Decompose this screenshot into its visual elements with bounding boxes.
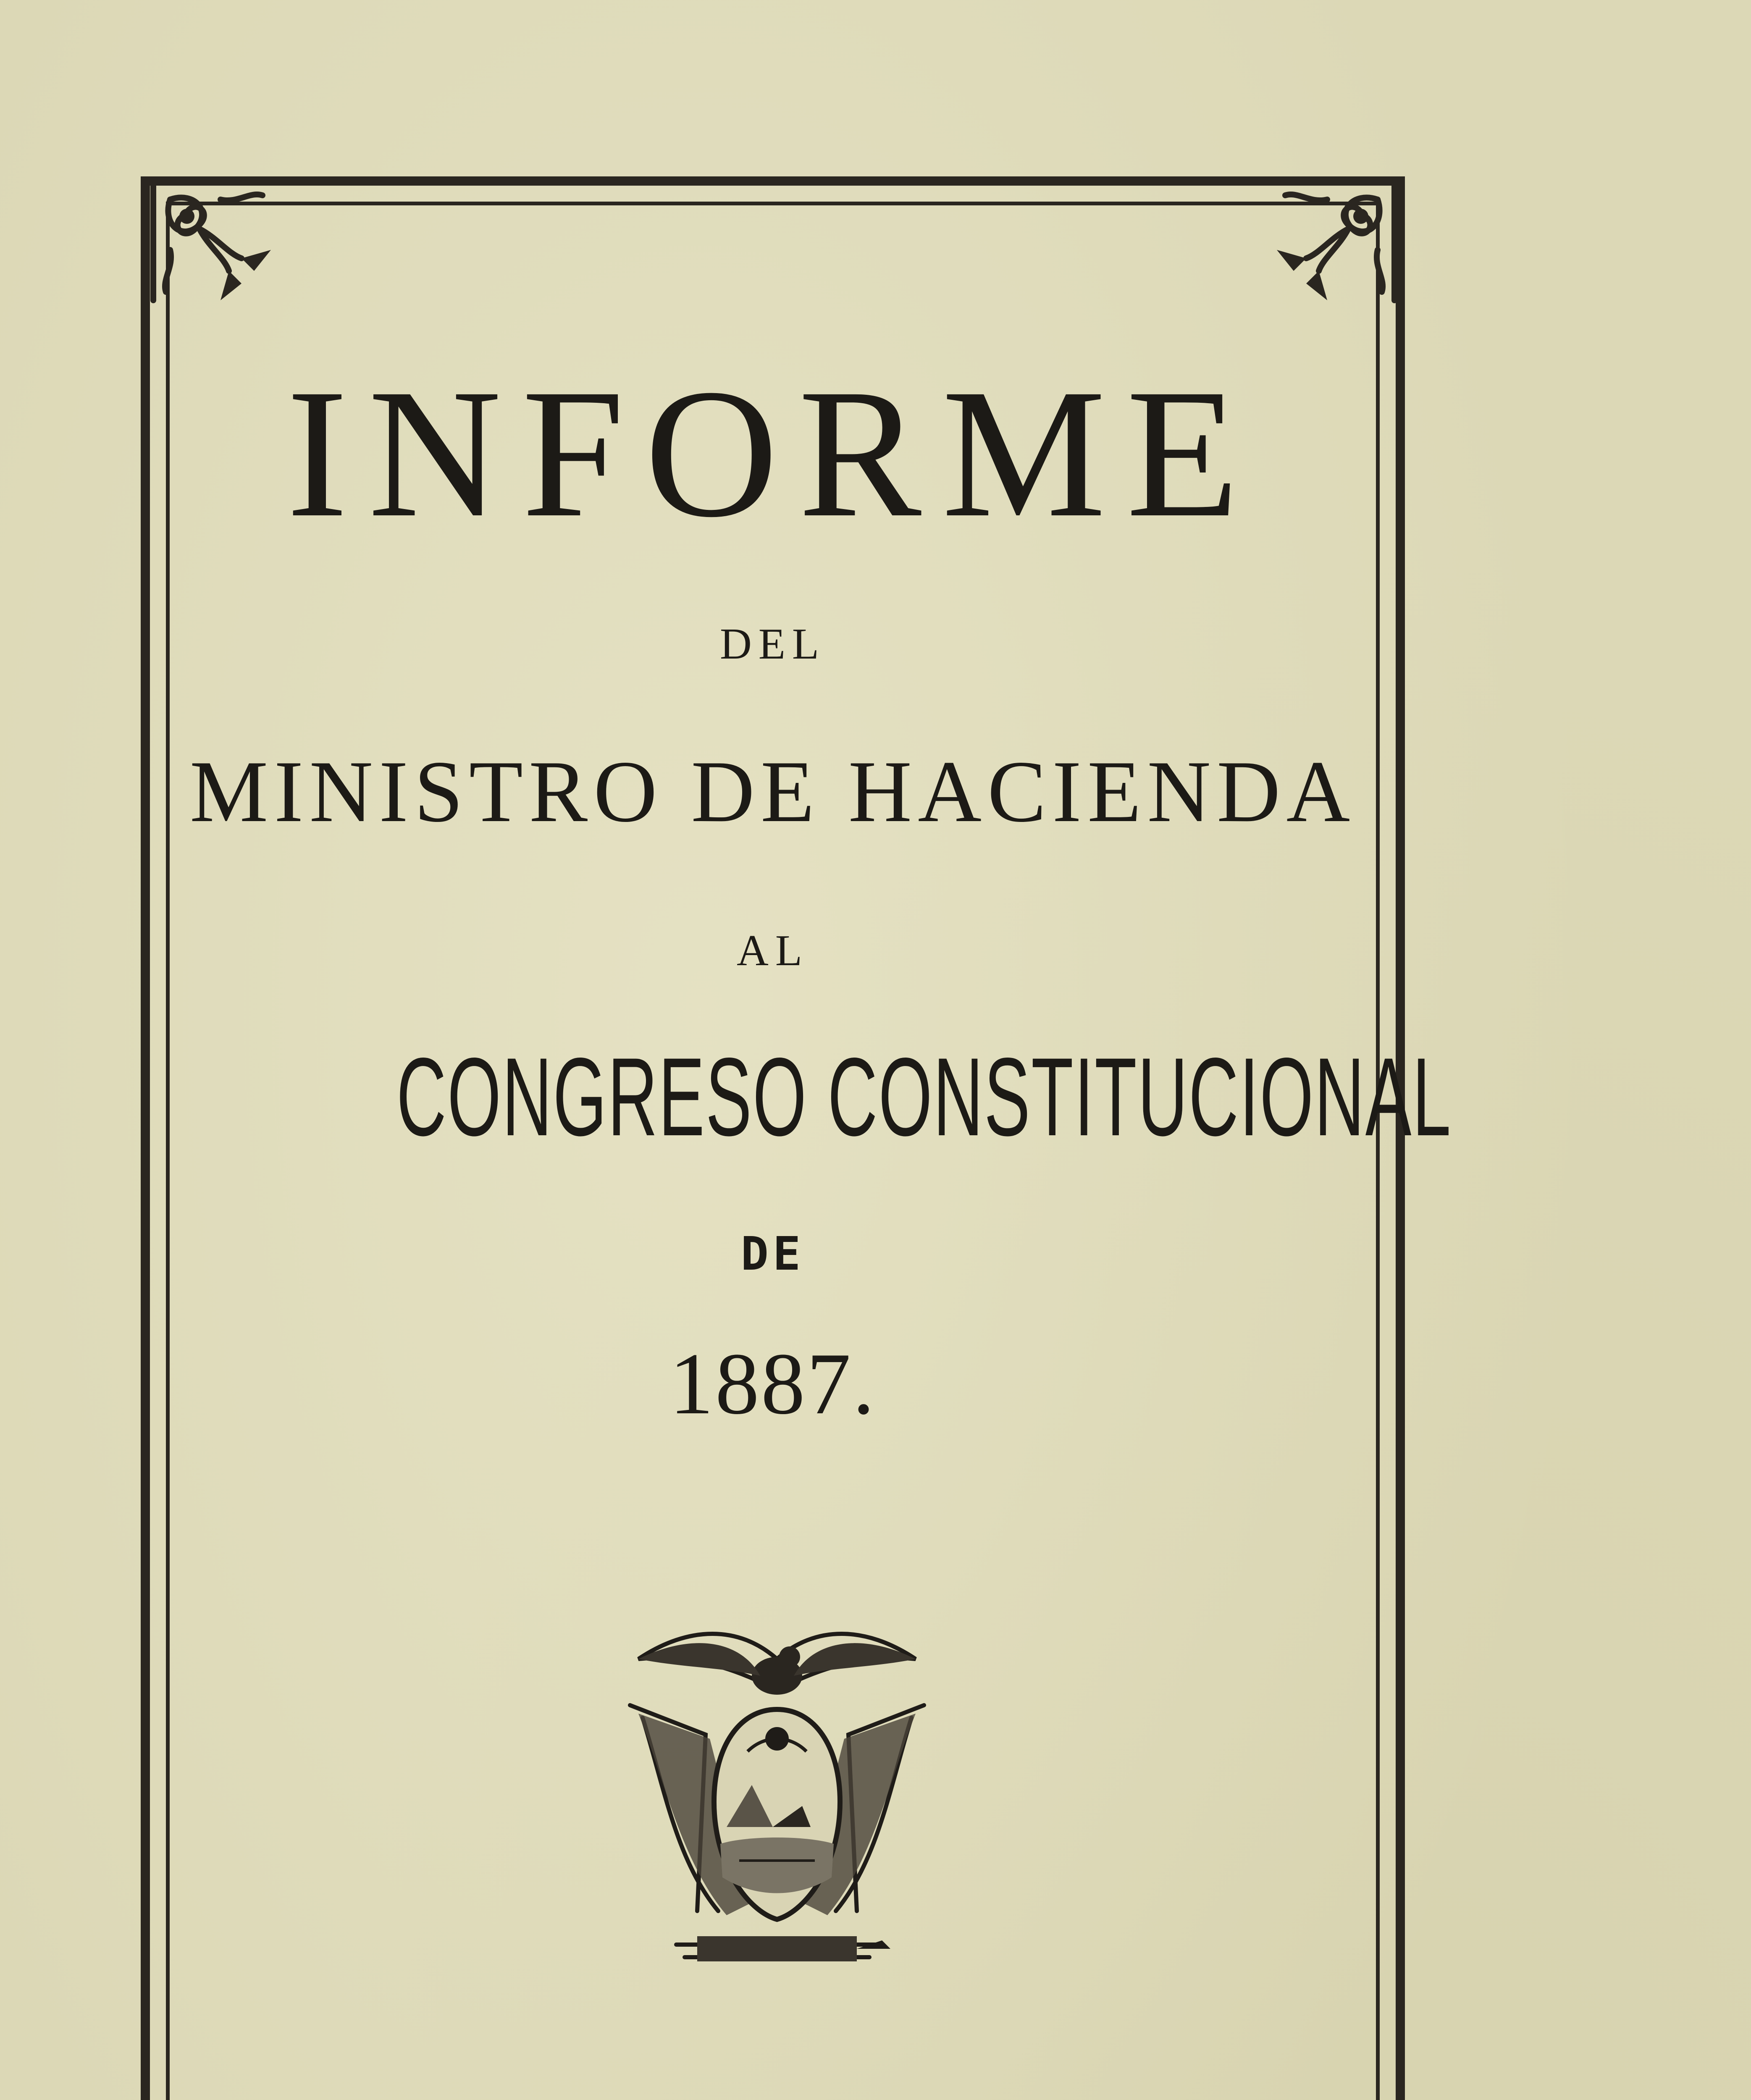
- connector-de: DE: [740, 1227, 805, 1281]
- authority-line: MINISTRO DE HACIENDA: [189, 743, 1356, 840]
- connector-al: AL: [737, 926, 809, 975]
- document-title: INFORME: [286, 351, 1260, 556]
- recipient-line: CONGRESO CONSTITUCIONAL: [396, 1035, 1452, 1159]
- ornamental-corner-icon: [1243, 174, 1403, 334]
- connector-del: DEL: [719, 619, 826, 668]
- ecuador-coat-of-arms-icon: [613, 1609, 941, 1978]
- ornamental-corner-icon: [145, 174, 305, 334]
- year-line: 1887.: [669, 1335, 877, 1433]
